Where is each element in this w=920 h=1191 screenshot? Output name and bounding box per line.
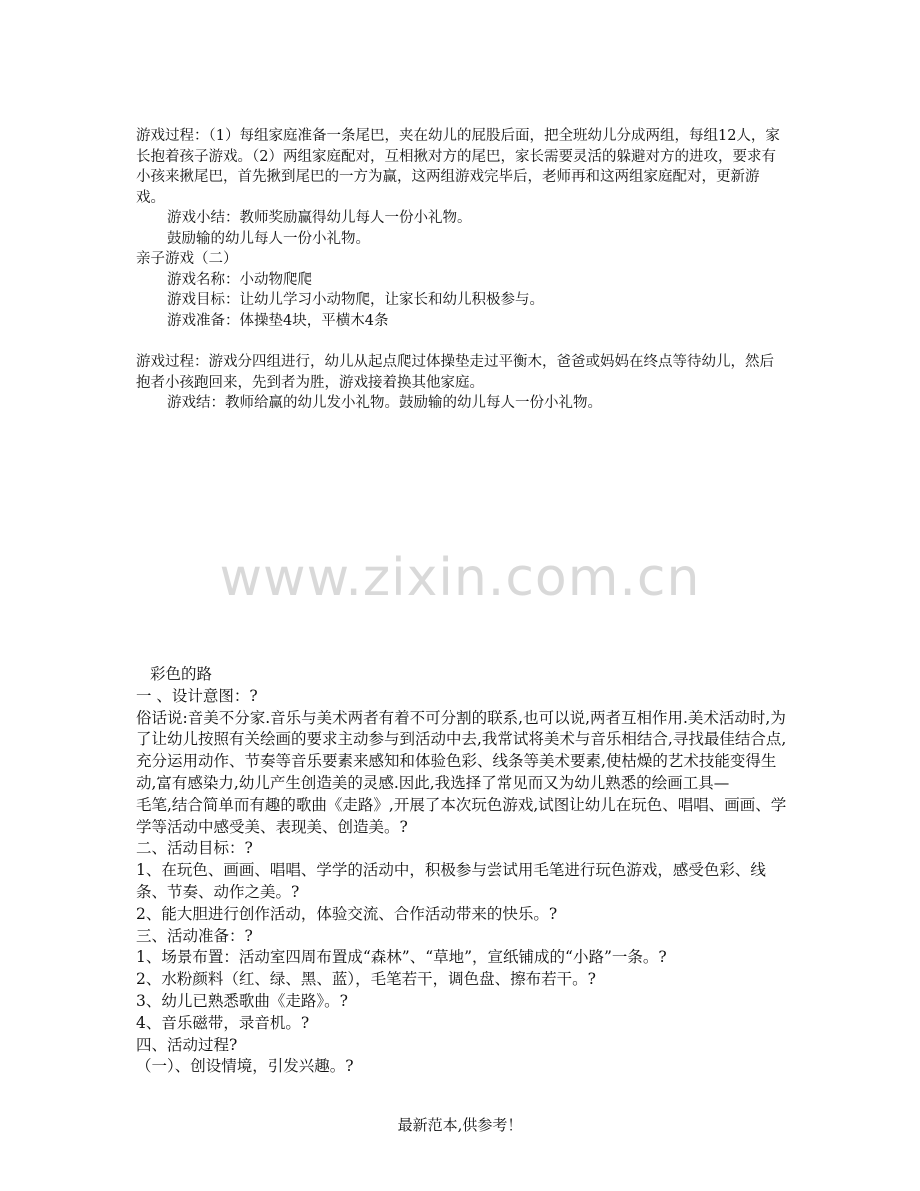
prep-item-1: 1、场景布置：活动室四周布置成“森林”、“草地”，宣纸铺成的“小路”一条。?	[136, 948, 667, 967]
section-heading-2: 二、活动目标：?	[136, 839, 253, 858]
game-process-paragraph: 游戏过程：（1）每组家庭准备一条尾巴，夹在幼儿的屁股后面，把全班幼儿分成两组，每组12人，家长抱着孩子游戏。（2）两组家庭配对，互相揪对方的尾巴，家长需要灵活的躲避对方的进攻，要求有小孩来揪尾巴，首先揪到尾巴的一方为赢，这两组游戏完毕后，老师再和这两组家庭配对，更新游戏。	[136, 128, 780, 206]
game-summary: 游戏小结：教师奖励赢得幼儿每人一份小礼物。	[167, 210, 472, 226]
game-goal: 游戏目标：让幼儿学习小动物爬，让家长和幼儿积极参与。	[167, 292, 544, 308]
game-section	[136, 126, 786, 414]
game-process-paragraph-2: 游戏过程：游戏分四组进行，幼儿从起点爬过体操垫走过平衡木，爸爸或妈妈在终点等待幼儿，然后抱者小孩跑回来，先到者为胜，游戏接着换其他家庭。	[136, 354, 774, 391]
design-paragraph-2: 毛笔,结合简单而有趣的歌曲《走路》,开展了本次玩色游戏,试图让幼儿在玩色、唱唱、画画、学学等活动中感受美、表现美、创造美。?	[136, 795, 787, 836]
section-heading-1: 一 、设计意图：?	[136, 686, 258, 705]
blank-line	[136, 331, 786, 352]
section-heading-3: 三、活动准备：?	[136, 926, 253, 945]
lesson-title: 彩色的路	[150, 665, 213, 683]
prep-item-2: 2、水粉颜料（红、绿、黑、蓝），毛笔若干，调色盘、擦布若干。?	[136, 970, 596, 989]
game-summary-2: 鼓励输的幼儿每人一份小礼物。	[167, 230, 370, 247]
lesson-section	[136, 664, 788, 1078]
page-footer: 最新范本,供参考！	[397, 1116, 523, 1134]
process-step-1: （一）、创设情境，引发兴趣。?	[136, 1057, 354, 1076]
prep-item-4: 4、音乐磁带，录音机。?	[136, 1013, 310, 1032]
game-prep: 游戏准备：体操垫4块，平横木4条	[167, 312, 389, 329]
goal-item-2: 2、能大胆进行创作活动，体验交流、合作活动带来的快乐。?	[136, 904, 558, 923]
section-heading-4: 四、活动过程?	[136, 1035, 238, 1054]
game-ending: 游戏结：教师给赢的幼儿发小礼物。鼓励输的幼儿每人一份小礼物。	[167, 395, 602, 411]
goal-item-1: 1、在玩色、画画、唱唱、学学的活动中，积极参与尝试用毛笔进行玩色游戏，感受色彩、线条、节奏、动作之美。?	[136, 861, 766, 901]
watermark: www.zixin.com.cn	[219, 548, 701, 608]
game-name: 游戏名称：小动物爬爬	[167, 271, 312, 288]
game-heading: 亲子游戏（二）	[136, 251, 238, 267]
prep-item-3: 3、幼儿已熟悉歌曲《走路》。?	[136, 991, 348, 1010]
design-paragraph: 俗话说:音美不分家.音乐与美术两者有着不可分割的联系,也可以说,两者互相作用.美术活动时,为了让幼儿按照有关绘画的要求主动参与到活动中去,我常试将美术与音乐相结合,寻找最佳结合点,充分运用动作、节奏等音乐要素来感知和体验色彩、线条等美术要素,使枯燥的艺术技能变得生动,富有感染力,幼儿产生创造美的灵感.因此,我选择了常见而又为幼儿熟悉的绘画工具—	[136, 708, 787, 792]
